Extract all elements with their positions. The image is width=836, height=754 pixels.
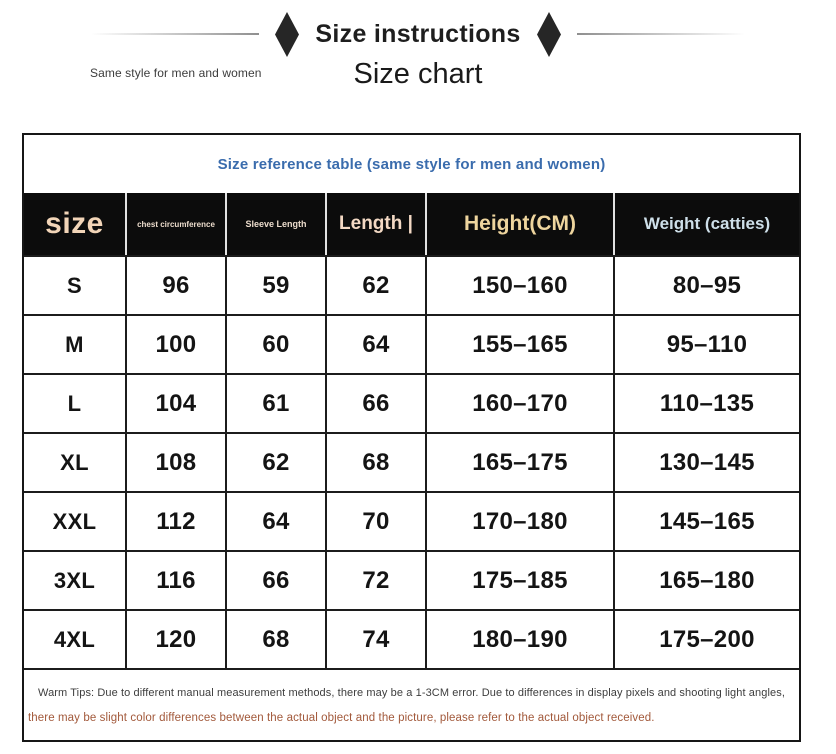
column-header-sleeve-length: Sleeve Length <box>225 193 325 255</box>
cell-chest: 108 <box>125 434 225 491</box>
divider-line-left <box>91 33 259 35</box>
cell-length: 74 <box>325 611 425 668</box>
cell-weight: 80–95 <box>613 257 799 314</box>
table-row-xl <box>24 432 799 491</box>
cell-chest: 112 <box>125 493 225 550</box>
banner-row <box>0 10 836 58</box>
table-caption-row <box>24 135 799 193</box>
cell-length: 72 <box>325 552 425 609</box>
warm-tips-line1: Warm Tips: Due to different manual measurement methods, there may be a 1-3CM error. Due to differences in display pixels and shooting light angles, <box>38 687 785 699</box>
cell-sleeve: 61 <box>225 375 325 432</box>
cell-size: L <box>67 390 82 416</box>
size-table <box>22 133 801 742</box>
cell-chest: 100 <box>125 316 225 373</box>
cell-sleeve: 59 <box>225 257 325 314</box>
diamond-icon <box>275 12 299 57</box>
table-row-3xl <box>24 550 799 609</box>
cell-weight: 175–200 <box>613 611 799 668</box>
table-row-xxl <box>24 491 799 550</box>
cell-size: 3XL <box>53 567 96 593</box>
cell-weight: 95–110 <box>613 316 799 373</box>
cell-height: 170–180 <box>425 493 613 550</box>
page-header <box>0 0 836 133</box>
cell-height: 150–160 <box>425 257 613 314</box>
table-row-m <box>24 314 799 373</box>
table-row-4xl <box>24 609 799 668</box>
cell-chest: 104 <box>125 375 225 432</box>
diamond-icon <box>537 12 561 57</box>
cell-chest: 120 <box>125 611 225 668</box>
column-header-height: Height(CM) <box>425 193 613 255</box>
column-header-length: Length | <box>325 193 425 255</box>
cell-height: 165–175 <box>425 434 613 491</box>
column-header-weight: Weight (catties) <box>613 193 799 255</box>
table-caption: Size reference table (same style for men and women) <box>217 155 606 173</box>
cell-height: 180–190 <box>425 611 613 668</box>
cell-chest: 96 <box>125 257 225 314</box>
cell-chest: 116 <box>125 552 225 609</box>
cell-height: 155–165 <box>425 316 613 373</box>
cell-size: 4XL <box>53 626 96 652</box>
table-row-l <box>24 373 799 432</box>
cell-weight: 165–180 <box>613 552 799 609</box>
cell-height: 175–185 <box>425 552 613 609</box>
table-row-s <box>24 255 799 314</box>
cell-sleeve: 62 <box>225 434 325 491</box>
cell-height: 160–170 <box>425 375 613 432</box>
cell-weight: 110–135 <box>613 375 799 432</box>
column-header-chest-circumference: chest circumference <box>125 193 225 255</box>
cell-sleeve: 64 <box>225 493 325 550</box>
divider-line-right <box>577 33 745 35</box>
cell-size: XXL <box>52 508 97 534</box>
cell-length: 62 <box>325 257 425 314</box>
cell-weight: 130–145 <box>613 434 799 491</box>
left-note: Same style for men and women <box>90 66 262 80</box>
cell-length: 66 <box>325 375 425 432</box>
cell-sleeve: 68 <box>225 611 325 668</box>
chart-title: Size chart <box>353 58 483 90</box>
cell-size: S <box>67 272 82 298</box>
cell-length: 68 <box>325 434 425 491</box>
table-header-row <box>24 193 799 255</box>
cell-length: 70 <box>325 493 425 550</box>
warm-tips <box>24 668 799 740</box>
cell-weight: 145–165 <box>613 493 799 550</box>
cell-sleeve: 60 <box>225 316 325 373</box>
column-header-size: size <box>45 207 104 240</box>
cell-size: M <box>65 331 84 357</box>
cell-sleeve: 66 <box>225 552 325 609</box>
cell-length: 64 <box>325 316 425 373</box>
warm-tips-line2: there may be slight color differences between the actual object and the picture, please refer to the actual object received. <box>28 712 655 724</box>
banner-title: Size instructions <box>315 19 521 48</box>
cell-size: XL <box>60 449 89 475</box>
